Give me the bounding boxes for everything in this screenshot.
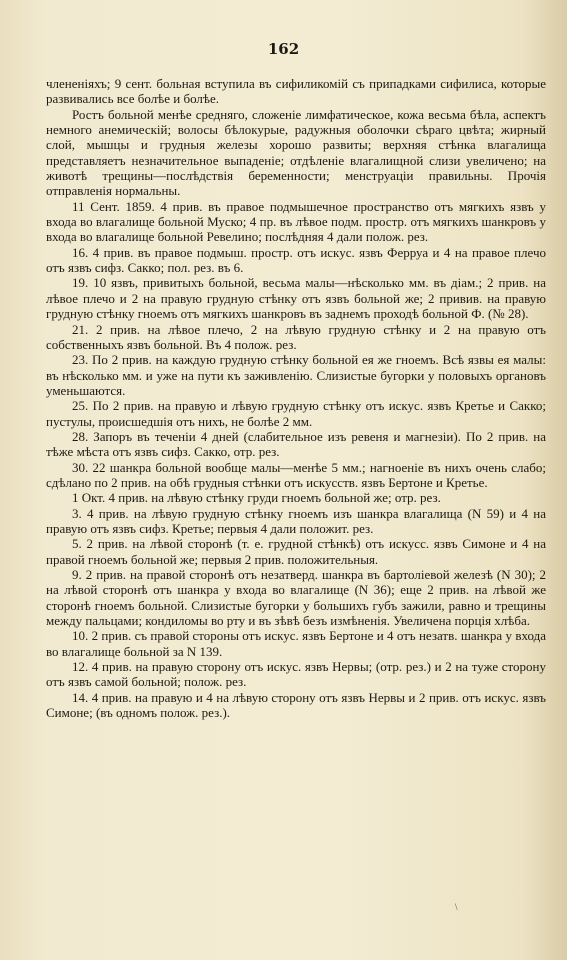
paragraph: Ростъ больной менѣе средняго, сложеніе лимфатическое, кожа весьма бѣла, аспектъ немного анемическій; волосы бѣлокурые, радужныя оболочки сѣраго цвѣта; жирный слой, мышцы и грудныя железы хорошо развиты; верхняя стѣнка влагалища представляетъ незначительное выпаденіе; отдѣленіе влагалищной слизи увеличено; на животѣ трещины—послѣдствія беременности; менструаціи правильны. Прочія отправленія нормальны. <box>46 106 546 199</box>
paragraph: члененіяхъ; 9 сент. больная вступила въ сифиликомій съ припадками сифилиса, которые развивались все болѣе и болѣе. <box>46 76 546 107</box>
paragraph: 21. 2 прив. на лѣвое плечо, 2 на лѣвую грудную стѣнку и 2 на правую отъ собственныхъ язвъ больной. Въ 4 полож. рез. <box>46 321 546 352</box>
paragraph: 28. Запоръ въ теченіи 4 дней (слабительное изъ ревеня и магнезіи). По 2 прив. на тѣже мѣста отъ язвъ сифз. Сакко, отр. рез. <box>46 428 546 460</box>
paragraph: 1 Окт. 4 прив. на лѣвую стѣнку груди гноемъ больной же; отр. рез. <box>72 490 441 506</box>
stray-ink-mark: \ <box>455 902 458 912</box>
paragraph: 9. 2 прив. на правой сторонѣ отъ незатверд. шанкра въ бартоліевой железѣ (N 30); 2 на лѣвой сторонѣ отъ шанкра у входа во влагалище (N 36); еще 2 прив. на лѣвой же сторонѣ гноемъ больной. Слизистые бугорки у большихъ губъ зажили, равно и трещины между пальцами; кондиломы во рту и въ зѣвѣ безъ измѣненія. Увеличена порція хлѣба. <box>46 567 546 629</box>
page-number: 162 <box>267 40 300 58</box>
page-body <box>46 76 546 720</box>
paragraph: 11 Сент. 1859. 4 прив. въ правое подмышечное пространство отъ мягкихъ язвъ у входа во влагалище больной Муско; 4 пр. въ лѣвое подм. простр. отъ мягкихъ шанкровъ у входа во влагалище больной Ревелино; послѣдняя 4 дали полож. рез. <box>46 198 546 245</box>
paragraph: 25. По 2 прив. на правую и лѣвую грудную стѣнку отъ искус. язвъ Кретье и Сакко; пустулы, происшедшія отъ нихъ, не болѣе 2 мм. <box>46 398 546 429</box>
paragraph: 5. 2 прив. на лѣвой сторонѣ (т. е. грудной стѣнкѣ) отъ искусс. язвъ Симоне и 4 на правой гноемъ больной же; первыя 2 прив. положительныя. <box>46 536 546 567</box>
paragraph: 14. 4 прив. на правую и 4 на лѣвую сторону отъ язвъ Нервы и 2 прив. отъ искус. язвъ Симоне; (въ одномъ полож. рез.). <box>46 689 546 721</box>
paragraph: 10. 2 прив. съ правой стороны отъ искус. язвъ Бертоне и 4 отъ незатв. шанкра у входа во влагалище больной за N 139. <box>46 628 546 659</box>
paragraph: 16. 4 прив. въ правое подмыш. простр. отъ искус. язвъ Ферруа и 4 на правое плечо отъ язвъ сифз. Сакко; пол. рез. въ 6. <box>46 244 546 276</box>
paragraph: 30. 22 шанкра больной вообще малы—менѣе 5 мм.; нагноеніе въ нихъ очень слабо; сдѣлано по 2 прив. на обѣ грудныя стѣнки отъ искусств. язвъ Бертоне и Кретье. <box>46 459 546 490</box>
paragraph: 19. 10 язвъ, привитыхъ больной, весьма малы—нѣсколько мм. въ діам.; 2 прив. на лѣвое плечо и 2 на правую грудную стѣнку отъ язвъ больной же; 2 привив. на правую грудную стѣнку гноемъ отъ мягкихъ шанкровъ въ заднемъ проходѣ больной Ф. (№ 28). <box>46 275 546 322</box>
paragraph: 12. 4 прив. на правую сторону отъ искус. язвъ Нервы; (отр. рез.) и 2 на туже сторону отъ язвъ самой больной; полож. рез. <box>46 659 546 690</box>
paragraph: 3. 4 прив. на лѣвую грудную стѣнку гноемъ изъ шанкра влагалища (N 59) и 4 на правую отъ язвъ сифз. Кретье; первыя 4 дали положит. рез. <box>46 505 546 536</box>
paragraph: 23. По 2 прив. на каждую грудную стѣнку больной ея же гноемъ. Всѣ язвы ея малы: въ нѣсколько мм. и уже на пути къ заживленію. Слизистые бугорки у половыхъ органовъ уменьшаются. <box>46 352 546 398</box>
